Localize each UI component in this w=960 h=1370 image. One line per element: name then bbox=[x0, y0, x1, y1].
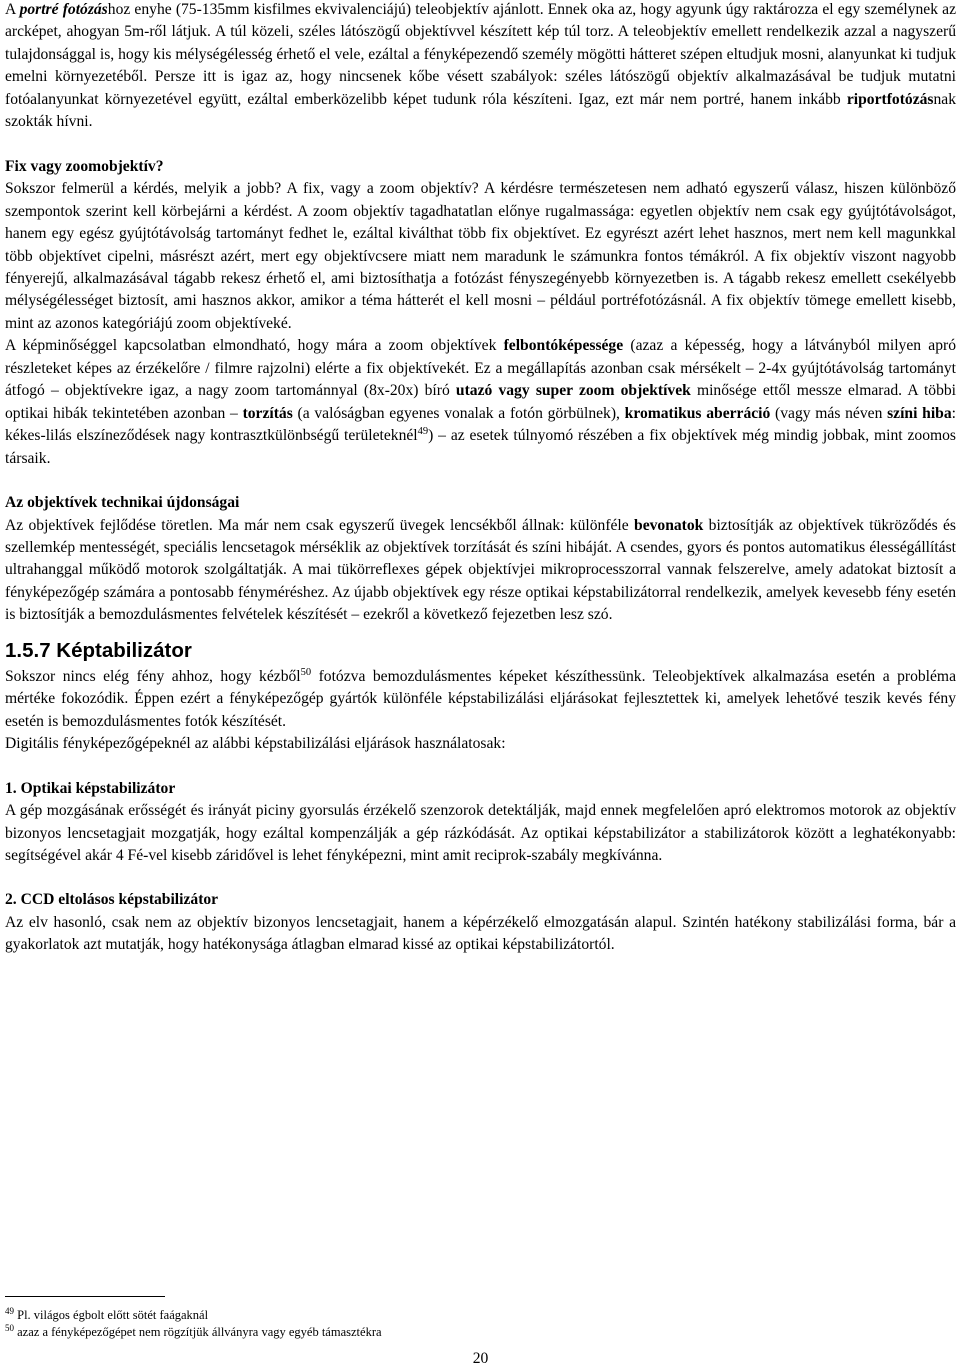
section-title: 1.5.7 Képtabilizátor bbox=[5, 638, 192, 662]
text-run: : kékes-lilás elszíneződések nagy kontrasztkülönbségű területeknél bbox=[5, 404, 956, 445]
footnote-ref-50: 50 bbox=[300, 666, 312, 678]
footnote-number: 49 bbox=[5, 1306, 14, 1316]
text-run: ) – az esetek túlnyomó részében a fix objektívek még mindig jobbak, mint zoomos társaik. bbox=[5, 427, 956, 467]
footnote-divider bbox=[5, 1296, 165, 1297]
text-run: A képminőséggel kapcsolatban elmondható, hogy mára a zoom objektívek bbox=[5, 337, 504, 355]
footnotes bbox=[5, 1307, 382, 1341]
text-run: (azaz a képesség, hogy a látványból milyen apró részleteket képes az érzékelőre / filmre rajzolni) elérte a fix objektívekét. Ez a megállapítás azonban csak mérsékelt – 2-4x gyújtótávolság tartományt átfogó – objektívekre igaz, a nagy zoom tartománnyal (8x-20x) bíró bbox=[5, 337, 956, 400]
text-run: Sokszor nincs elég fény ahhoz, hogy kézből bbox=[5, 667, 301, 685]
paragraph-optical-stabilizer: A gép mozgásának erősségét és irányát piciny gyorsulás érzékelő szenzorok detektálják, majd ennek megfelelően apró elektromos motorok az objektív bizonyos lencsetagjait mozgatják, hogy ezáltal kompenzálják a gép rázkódását. Az optikai képstabilizátor a stabilizátorok között a leghatékonyabb: segítségével akár 4 Fé-vel kisebb záridővel is lehet fényképezni, mint amit reciprok-szabály megkívánna. bbox=[5, 802, 956, 864]
bold-term: kromatikus aberráció bbox=[624, 404, 771, 422]
bold-term: torzítás bbox=[242, 404, 293, 422]
paragraph-stabilizer-intro bbox=[5, 666, 956, 733]
bold-term: felbontóképessége bbox=[503, 337, 624, 355]
footnote-number: 50 bbox=[5, 1323, 14, 1333]
paragraph-ccd-stabilizer: Az elv hasonló, csak nem az objektív bizonyos lencsetagjait, hanem a képérzékelő elmozgatásán alapul. Szintén hatékony stabilizálási forma, bár a gyakorlatok azt mutatják, hogy hatékonysága átlagban elmarad kissé az optikai képstabilizátortól. bbox=[5, 913, 956, 954]
heading-optical-stabilizer: 1. Optikai képstabilizátor bbox=[5, 779, 176, 797]
paragraph-stabilizer-list-intro: Digitális fényképezőgépeknél az alábbi képstabilizálási eljárások használatosak: bbox=[5, 735, 506, 753]
heading-fix-or-zoom: Fix vagy zoomobjektív? bbox=[5, 157, 164, 175]
heading-technical-novelties: Az objektívek technikai újdonságai bbox=[5, 494, 240, 512]
text-run: fotózva bemozdulásmentes képeket készíthessünk. Teleobjektívek alkalmazása esetén a probléma mértéke fokozódik. Éppen ezért a fényképezőgép gyártók különféle képstabilizálási eljárásokat fejlesztettek ki, amelyek lehetővé teszik kevés fény esetén is bemozdulásmentes fotók készítését. bbox=[5, 667, 956, 730]
heading-ccd-stabilizer: 2. CCD eltolásos képstabilizátor bbox=[5, 891, 219, 909]
paragraph-portrait bbox=[5, 0, 956, 134]
text-run: hoz enyhe (75-135mm kisfilmes ekvivalenciájú) teleobjektív ajánlott. Ennek oka az, hogy agyunk úgy raktározza el egy személynek az arcképet, ahogyan 5m-ről látjuk. A túl közeli, széles látószögű objektívvel készített kép túl torz. A teleobjektív emellett rendelkezik azzal a nagyszerű tulajdonsággal is, hogy kis mélységélesség érhető el vele, ezáltal a fényképezendő személy mögötti hátteret szépen eltudjuk mosni, alanyunkat ki tudjuk emelni környezetéből. Persze itt is igaz az, hogy nincsenek kőbe vésett szabályok: széles látószögű objektív alkalmazásával be tudjuk mutatni fotóalanyunkat környezetével együtt, ezáltal emberközelibb képet tudunk róla készíteni. Igaz, ezt már nem portré, hanem inkább bbox=[5, 1, 956, 108]
bold-term: riportfotózás bbox=[846, 90, 934, 108]
text-run: A bbox=[5, 1, 20, 18]
text-run: (a valóságban egyenes vonalak a fotón görbülnek), bbox=[292, 404, 625, 422]
footnote-ref-49: 49 bbox=[417, 426, 429, 438]
document-page bbox=[5, 0, 956, 1370]
bold-term: bevonatok bbox=[634, 516, 704, 534]
footnote-50 bbox=[5, 1324, 382, 1341]
text-run: biztosítják az objektívek tükröződés és szellemkép mentességét, speciális lencsetagok mérséklik az objektívek torzítását és színi hibáját. A csendes, gyors és pontos automatikus élességállítást ultrahanggal működő motorok szolgáltatják. A mai tükörreflexes gépek objektívjei mikroprocesszorral vannak felszerelve, amely adatokat biztosít a fényképezőgép számára a pontosabb fényméréshez. Az újabb objektívek egy része optikai képstabilizátorral rendelkezik, amelyek kevesebb fény esetén is biztosítják a bemozdulásmentes felvételek készítését – ezekről a következő fejezetben lesz szó. bbox=[5, 516, 956, 624]
footnote-49 bbox=[5, 1307, 382, 1324]
bold-term: portré fotózás bbox=[19, 1, 108, 18]
text-run: nak szokták hívni. bbox=[5, 90, 956, 131]
footnote-text: azaz a fényképezőgépet nem rögzítjük állványra vagy egyéb támasztékra bbox=[14, 1325, 382, 1339]
paragraph-fix-zoom: Sokszor felmerül a kérdés, melyik a jobb? A fix, vagy a zoom objektív? A kérdésre természetesen nem adható egyszerű válasz, hiszen különböző szempontok szerint kell körbejárni a kérdést. A zoom objektív tagadhatatlan előnye rugalmassága: egyetlen objektív nem csak egy gyújtótávolságot, hanem egy egész gyújtótávolság tartományt fedhet le, ezáltal kiválthat több fix objektívet. Ez egyrészt azért lehet hasznos, mert nem kell magunkkal több objektívet cipelni, másrészt azért, mert egy objektívcsere miatt nem maradunk le számunkra fontos témákról. A fix objektív viszont nagyobb fényerejű, alkalmazásával tágabb rekesz érhető el, ami biztosíthatja a fotózást fényszegényebb környezetben is. A tágabb rekesz emellett csekélyebb mélységélességet biztosít, ami hasznos akkor, amikor a téma hátterét el kell mosni – például portréfotózásnál. A fix objektív tömege emellett kisebb, mint az azonos kategóriájú zoom objektíveké. bbox=[5, 180, 956, 332]
text-run: Az objektívek fejlődése töretlen. Ma már nem csak egyszerű üvegek lencsékből állnak: különféle bbox=[5, 516, 635, 534]
bold-term: színi hiba bbox=[887, 404, 952, 422]
text-run: minősége ettől messze elmarad. A többi optikai hibák tekintetében azonban – bbox=[5, 382, 956, 422]
paragraph-technical bbox=[5, 515, 956, 627]
footnote-text: Pl. világos égbolt előtt sötét faágaknál bbox=[14, 1308, 209, 1322]
page-number: 20 bbox=[472, 1350, 489, 1367]
paragraph-image-quality bbox=[5, 335, 956, 470]
text-run: (vagy más néven bbox=[770, 404, 888, 422]
bold-term: utazó vagy super zoom objektívek bbox=[455, 382, 691, 400]
